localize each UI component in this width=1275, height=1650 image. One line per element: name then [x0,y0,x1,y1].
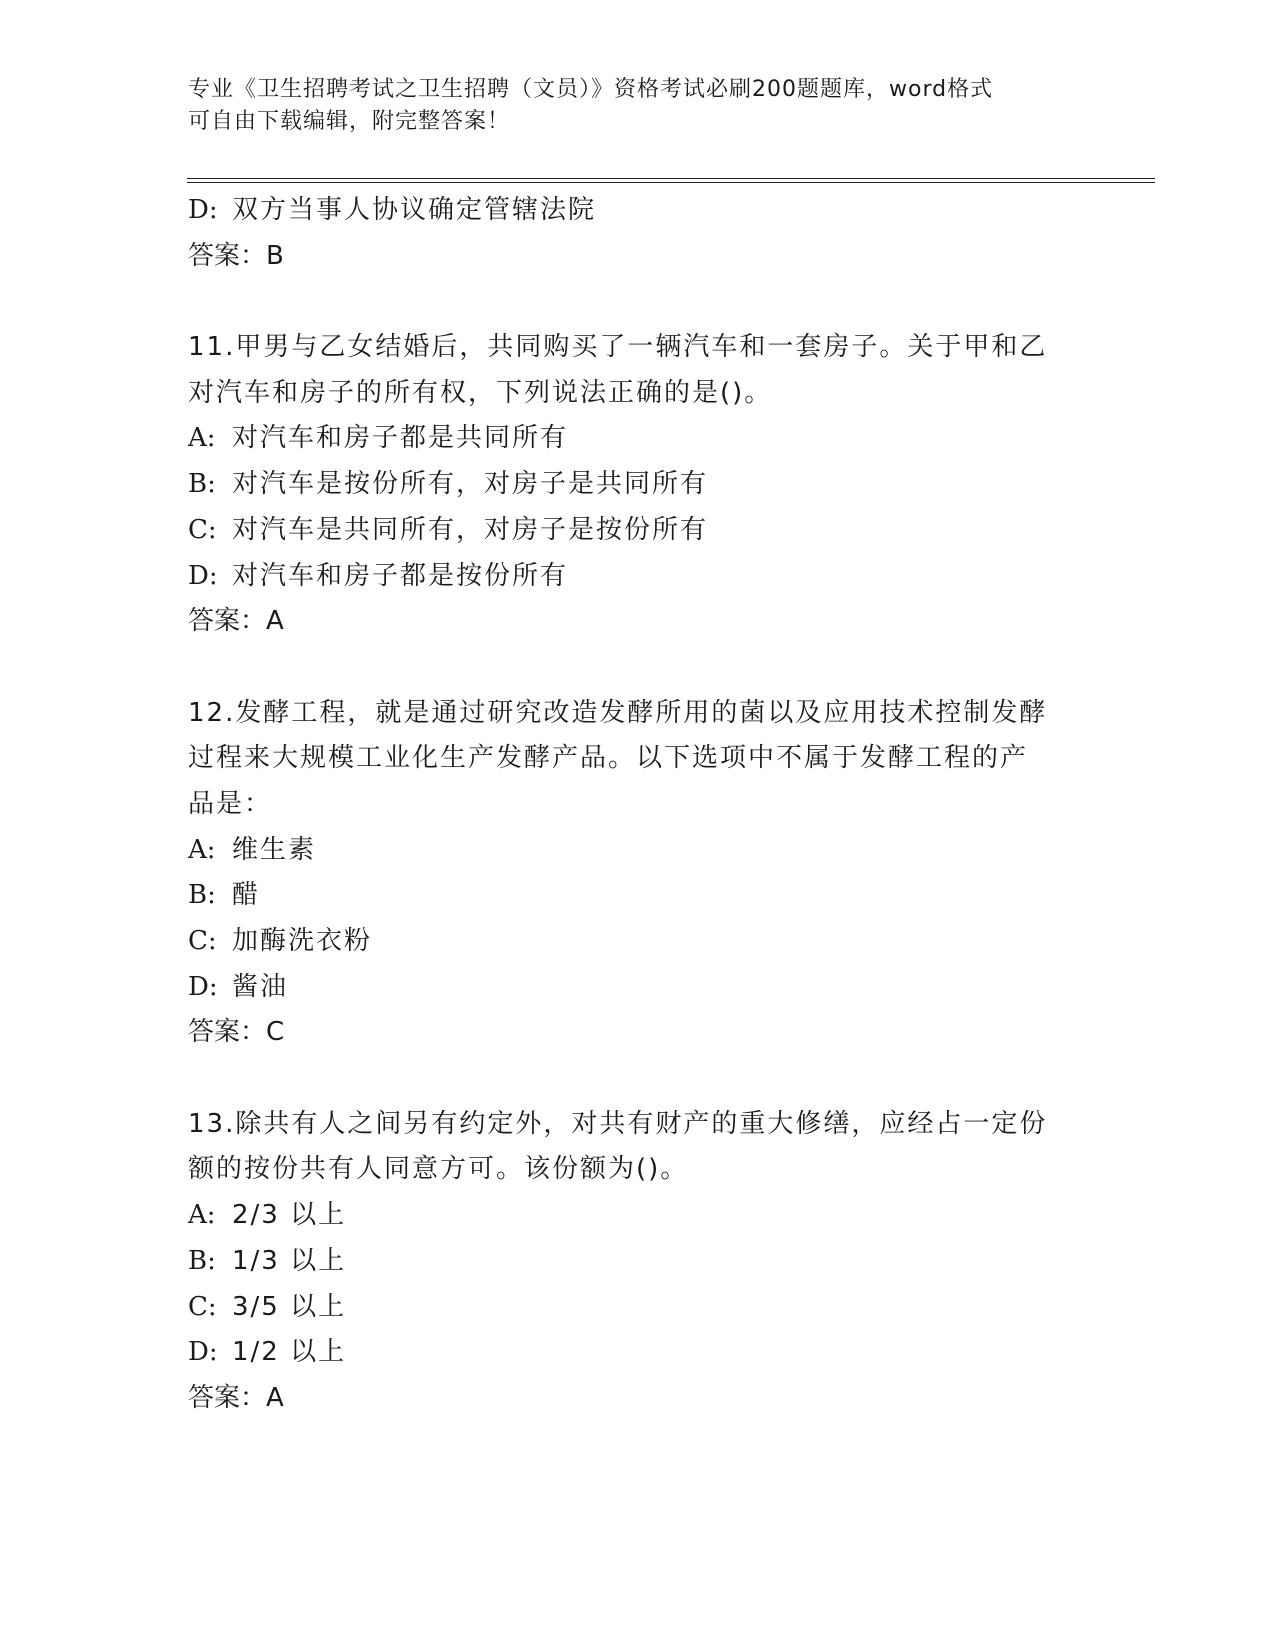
q11-option-d [188,554,1088,600]
q12-option-c [188,919,1088,965]
spacer [188,279,1088,325]
option-letter: C: [188,926,217,956]
q13-option-b [188,1239,1088,1285]
option-text: 对汽车是按份所有，对房子是共同所有 [232,469,709,500]
q11-option-b [188,462,1088,508]
q12-answer: 答案：C [188,1017,285,1048]
option-letter: D: [188,195,218,225]
option-letter: D: [188,971,218,1002]
q11-option-c [188,508,1088,554]
option-letter: A: [188,1200,216,1231]
option-text: 双方当事人协议确定管辖法院 [232,195,597,225]
option-text: 加酶洗衣粉 [232,926,373,956]
option-text: 对汽车是共同所有，对房子是按份所有 [232,514,709,545]
option-letter: D: [188,560,218,591]
option-text: 酱油 [232,971,289,1002]
option-text: 2/3 以上 [232,1200,347,1231]
header-divider-top [187,178,1155,179]
q11-stem-line-2: 对汽车和房子的所有权，下列说法正确的是()。 [188,377,773,408]
option-text: 对汽车和房子都是按份所有 [232,560,569,591]
option-text: 醋 [232,880,261,911]
spacer [188,645,1088,691]
q12-option-d [188,965,1088,1011]
option-letter: B: [188,469,216,500]
option-text: 1/2 以上 [232,1337,347,1368]
option-letter: D: [188,1337,218,1368]
q11-stem-line-1: 11.甲男与乙女结婚后，共同购买了一辆汽车和一套房子。关于甲和乙 [188,332,1048,363]
spacer [188,1056,1088,1102]
q13-option-a [188,1193,1088,1239]
header-line-1: 专业《卫生招聘考试之卫生招聘（文员）》资格考试必刷200题题库，word格式 [188,77,994,102]
q12-option-a [188,828,1088,874]
option-text: 3/5 以上 [232,1291,347,1322]
option-letter: A: [188,834,216,865]
option-text: 对汽车和房子都是共同所有 [232,423,569,454]
option-letter: A: [188,423,216,454]
option-text: 1/3 以上 [232,1245,347,1276]
q12-stem-line-3: 品是： [188,788,273,819]
option-letter: B: [188,880,216,911]
header-line-2: 可自由下载编辑，附完整答案！ [188,109,511,134]
question-content [188,188,1088,1422]
header-divider-bottom [187,182,1155,183]
option-letter: C: [188,514,217,545]
q13-option-d [188,1330,1088,1376]
q13-stem-line-1: 13.除共有人之间另有约定外，对共有财产的重大修缮，应经占一定份 [188,1108,1048,1139]
prev-option-d [188,188,1088,234]
q12-stem-line-2: 过程来大规模工业化生产发酵产品。以下选项中不属于发酵工程的产 [188,743,1029,774]
q13-answer: 答案：A [188,1382,284,1413]
q13-stem-line-2: 额的按份共有人同意方可。该份额为()。 [188,1154,689,1185]
page-header [188,74,1088,138]
option-letter: C: [188,1291,217,1322]
q12-stem-line-1: 12.发酵工程，就是通过研究改造发酵所用的菌以及应用技术控制发酵 [188,697,1048,728]
option-text: 维生素 [232,834,317,865]
q13-option-c [188,1285,1088,1331]
q11-option-a [188,416,1088,462]
q11-answer: 答案：A [188,606,284,637]
q12-option-b [188,873,1088,919]
prev-answer: 答案：B [188,240,284,271]
option-letter: B: [188,1245,216,1276]
